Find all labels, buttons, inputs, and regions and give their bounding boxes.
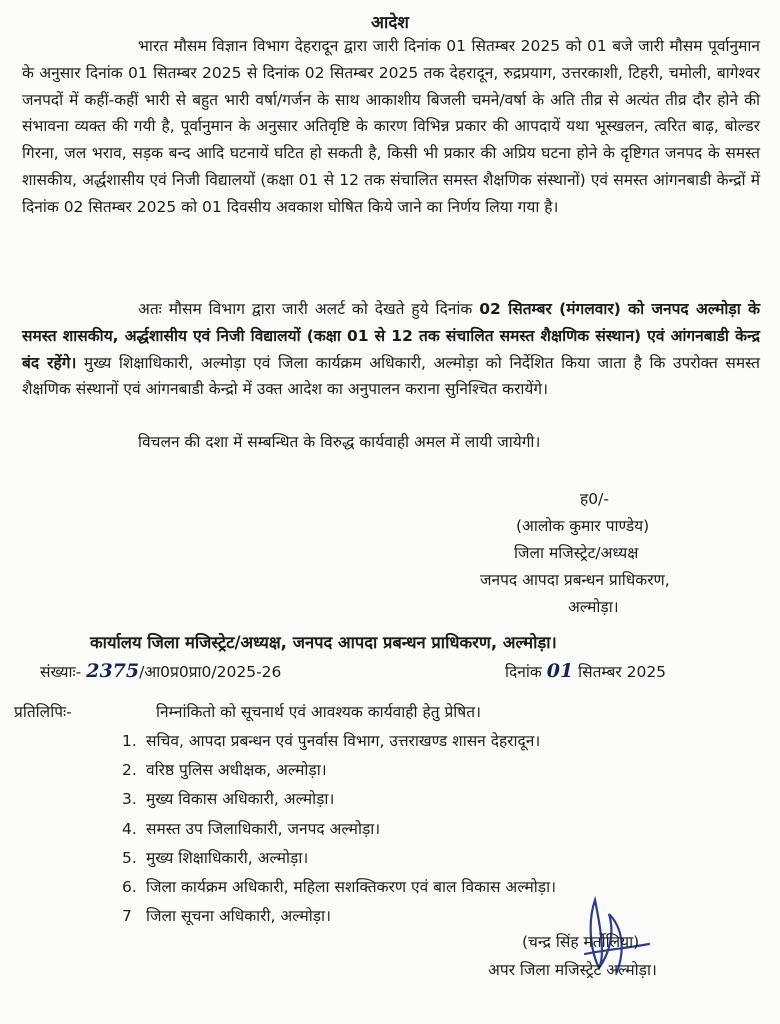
signatory-name: (आलोक कुमार पाण्डेय) xyxy=(516,517,650,535)
reference-line xyxy=(40,660,740,682)
order-paragraph-2 xyxy=(22,296,760,403)
reference-suffix: /आ0प्र0प्रा0/2025-26 xyxy=(139,663,282,681)
reference-date xyxy=(505,660,666,682)
list-item: 7 जिला सूचना अधिकारी, अल्मोड़ा। xyxy=(122,907,331,926)
final-signatory-name: (चन्द्र सिंह मर्तोलिया) xyxy=(522,933,640,951)
paragraph-2-directive: 02 सितम्बर (मंगलवार) को जनपद अल्मोड़ा के समस्त शासकीय, अर्द्धशासीय एवं निजी विद्यालयों (कक्षा 01 से 12 तक संचालित समस्त शैक्षणिक संस्थान) एवं आंगनबाडी केन्द्र बंद रहेंगे। xyxy=(22,300,761,372)
signatory-authority: जनपद आपदा प्रबन्धन प्राधिकरण, xyxy=(480,571,670,589)
order-paragraph-1: भारत मौसम विज्ञान विभाग देहरादून द्वारा जारी दिनांक 01 सितम्बर 2025 को 01 बजे जारी मौसम पूर्वानुमान के अनुसार दिनांक 01 सितम्बर 2025 से दिनांक 02 सितम्बर 2025 तक देहरादून, रुद्रप्रयाग, उत्तरकाशी, टिहरी, चमोली, बागेश्वर जनपदों में कहीं-कहीं भारी से बहुत भारी वर्षा/गर्जन के साथ आकाशीय बिजली चमने/वर्षा के अति तीव्र से अत्यंत तीव्र दौर होने की संभावना व्यक्त की गयी है, पूर्वानुमान के अनुसार अतिवृष्टि के कारण विभिन्न प्रकार की आपदायें यथा भूस्खलन, त्वरित बाढ़, बोल्डर गिरना, जल भराव, सड़क बन्द आदि घटनायें घटित हो सकती है, किसी भी प्रकार की अप्रिय घटना होने के दृष्टिगत जनपद के समस्त शासकीय, अर्द्धशासीय एवं निजी विद्यालयों (कक्षा 01 से 12 तक संचालित समस्त शैक्षणिक संस्थानों) एवं समस्त आंगनबाडी केन्द्रों में दिनांक 02 सितम्बर 2025 को 01 दिवसीय अवकाश घोषित किये जाने का निर्णय लिया गया है। xyxy=(22,37,760,216)
list-item: 5. मुख्य शिक्षाधिकारी, अल्मोड़ा। xyxy=(122,848,309,867)
paragraph-2-instruction: मुख्य शिक्षाधिकारी, अल्मोड़ा एवं जिला कार्यक्रम अधिकारी, अल्मोड़ा को निर्देशित किया जाता है कि उपरोक्त समस्त शैक्षणिक संस्थानों एवं आंगनबाडी केन्द्रो में उक्त आदेश का अनुपालन कराना सुनिश्चित करायेंगे। xyxy=(22,353,760,399)
reference-number: 2375 xyxy=(86,660,140,682)
district-magistrate-signature-block xyxy=(470,486,770,621)
order-paragraph-3: विचलन की दशा में सम्बन्धित के विरुद्ध कार्यवाही अमल में लायी जायेगी। xyxy=(138,433,541,451)
list-item: 2. वरिष्ठ पुलिस अधीक्षक, अल्मोड़ा। xyxy=(122,761,327,780)
signed-mark: ह0/- xyxy=(580,490,609,508)
signatory-designation: जिला मजिस्ट्रेट/अध्यक्ष xyxy=(514,544,639,562)
additional-magistrate-signature-block xyxy=(488,928,778,984)
signatory-place: अल्मोड़ा। xyxy=(568,598,619,616)
date-day: 01 xyxy=(546,660,574,682)
list-item: 1. सचिव, आपदा प्रबन्धन एवं पुनर्वास विभाग, उत्तराखण्ड शासन देहरादून। xyxy=(122,732,541,750)
list-item: 3. मुख्य विकास अधिकारी, अल्मोड़ा। xyxy=(122,790,335,809)
copy-to-list xyxy=(122,727,556,931)
date-label: दिनांक xyxy=(505,663,542,681)
copy-to-label: प्रतिलिपिः- xyxy=(14,703,72,721)
office-heading: कार्यालय जिला मजिस्ट्रेट/अध्यक्ष, जनपद आपदा प्रबन्धन प्राधिकरण, अल्मोड़ा। xyxy=(90,633,557,652)
final-signatory-designation: अपर जिला मजिस्ट्रेट अल्मोड़ा। xyxy=(488,961,657,979)
reference-label: संख्याः- xyxy=(40,663,82,681)
list-item: 4. समस्त उप जिलाधिकारी, जनपद अल्मोड़ा। xyxy=(122,819,381,838)
copy-to-intro: निम्नांकितो को सूचनार्थ एवं आवश्यक कार्यवाही हेतु प्रेषित। xyxy=(156,703,481,721)
list-item: 6. जिला कार्यक्रम अधिकारी, महिला सशक्तिकरण एवं बाल विकास अल्मोड़ा। xyxy=(122,878,556,897)
paragraph-2-intro: अतः मौसम विभाग द्वारा जारी अलर्ट को देखते हुये दिनांक xyxy=(138,300,480,318)
date-month-year: सितम्बर 2025 xyxy=(578,663,667,681)
order-title: आदेश xyxy=(371,13,409,33)
